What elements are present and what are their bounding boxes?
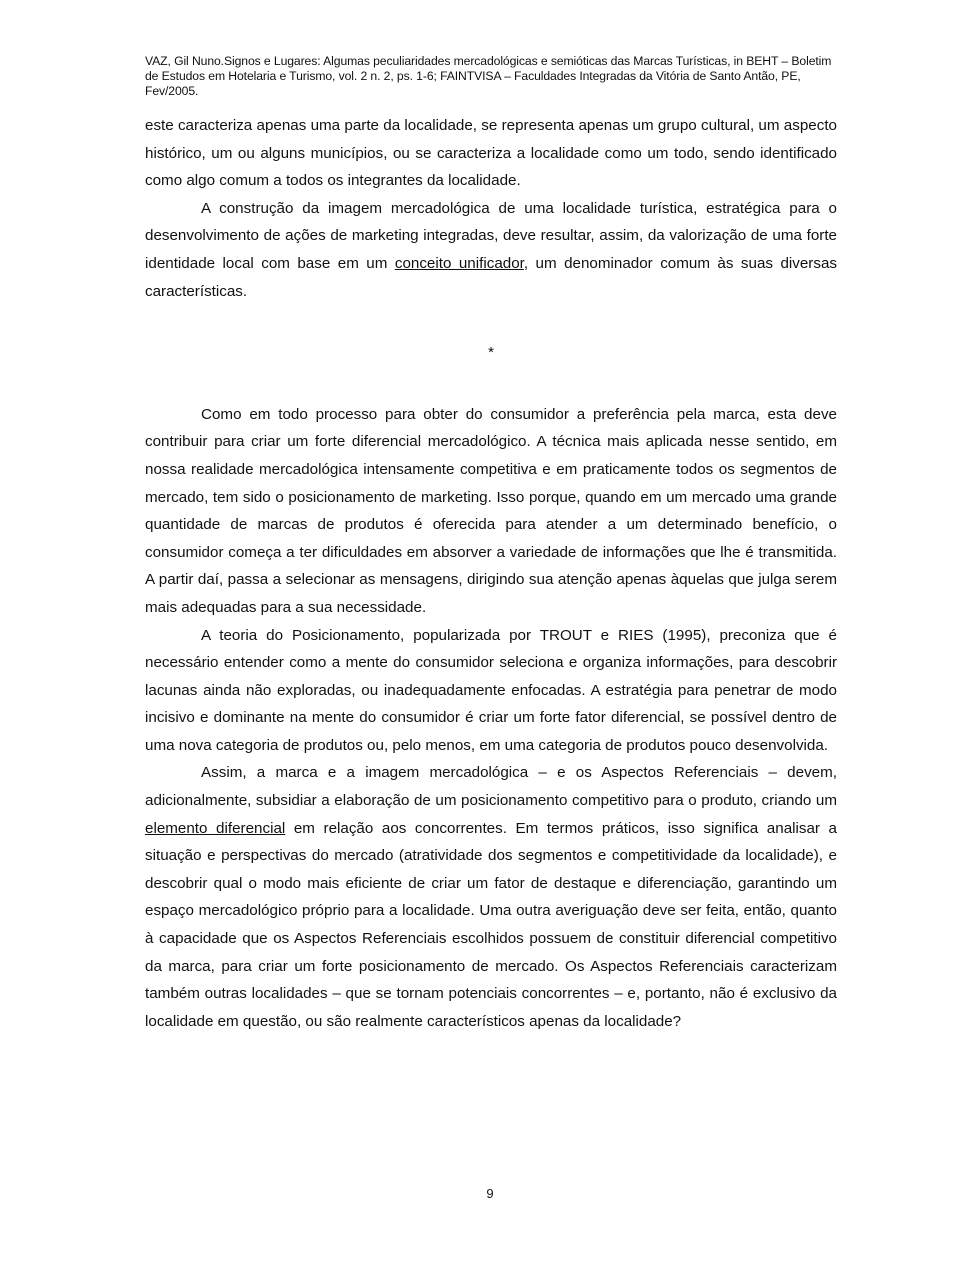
page-number: 9 — [486, 1186, 494, 1201]
paragraph-text: Assim, a marca e a imagem mercadológica – e os Aspectos Referenciais – devem, adicionalmente, subsidiar a elaboração de um posicionamento competitivo para o produto, criando um — [145, 764, 837, 810]
underlined-term: elemento diferencial — [145, 819, 286, 837]
paragraph-text: A construção da imagem mercadológica de uma localidade turística, estratégica para o desenvolvimento de ações de marketing integradas, deve resultar, assim, da valorização de uma forte identidade local com base em um — [145, 199, 837, 272]
citation-header: VAZ, Gil Nuno.Signos e Lugares: Algumas peculiaridades mercadológicas e semióticas das Marcas Turísticas, in BEHT – Boletim de Estudos em Hotelaria e Turismo, vol. 2 n. 2, ps. 1-6; FAINTVISA – Faculdades Integradas da Vitória de Santo Antão, PE, Fev/2005. — [145, 54, 832, 98]
article-body — [145, 112, 837, 1035]
underlined-term: conceito unificador — [394, 254, 524, 272]
paragraph-positioning-theory: A teoria do Posicionamento, popularizada por TROUT e RIES (1995), preconiza que é necessário entender como a mente do consumidor seleciona e organiza informações, para descobrir lacunas ainda não exploradas, ou inadequadamente enfocadas. A estratégia para penetrar de modo incisivo e dominante na mente do consumidor é criar um forte fator diferencial, se possível dentro de uma nova categoria de produtos ou, pelo menos, em uma categoria de produtos pouco desenvolvida. — [145, 626, 837, 754]
paragraph-text: em relação aos concorrentes. Em termos práticos, isso significa analisar a situação e perspectivas do mercado (atratividade dos segmentos e competitividade da localidade), e descobrir qual o modo mais eficiente de criar um fator de destaque e diferenciação, garantindo um espaço mercadológico próprio para a localidade. Uma outra averiguação deve ser feita, então, quanto à capacidade que os Aspectos Referenciais escolhidos possuem de constituir diferencial competitivo da marca, para criar um forte posicionamento de mercado. Os Aspectos Referenciais caracterizam também outras localidades – que se tornam potenciais concorrentes – e, portanto, não é exclusivo da localidade em questão, ou são realmente característicos apenas da localidade? — [145, 819, 837, 1030]
paragraph-image-construction — [145, 195, 837, 305]
paragraph-continued: este caracteriza apenas uma parte da localidade, se representa apenas um grupo cultural, um aspecto histórico, um ou alguns municípios, ou se caracteriza a localidade como um todo, sendo identificado como algo comum a todos os integrantes da localidade. — [145, 117, 837, 190]
paragraph-differential — [145, 759, 837, 1035]
section-separator: * — [488, 344, 494, 362]
paragraph-positioning: Como em todo processo para obter do consumidor a preferência pela marca, esta deve contribuir para criar um forte diferencial mercadológico. A técnica mais aplicada nesse sentido, em nossa realidade mercadológica intensamente competitiva e em praticamente todos os segmentos de mercado, tem sido o posicionamento de marketing. Isso porque, quando em um mercado uma grande quantidade de marcas de produtos é oferecida para atender a um determinado benefício, o consumidor começa a ter dificuldades em absorver a variedade de informações que lhe é transmitida. A partir daí, passa a selecionar as mensagens, dirigindo sua atenção apenas àquelas que julga serem mais adequadas para a sua necessidade. — [145, 405, 837, 616]
paragraph-text: , um denominador comum às suas diversas características. — [145, 254, 837, 300]
